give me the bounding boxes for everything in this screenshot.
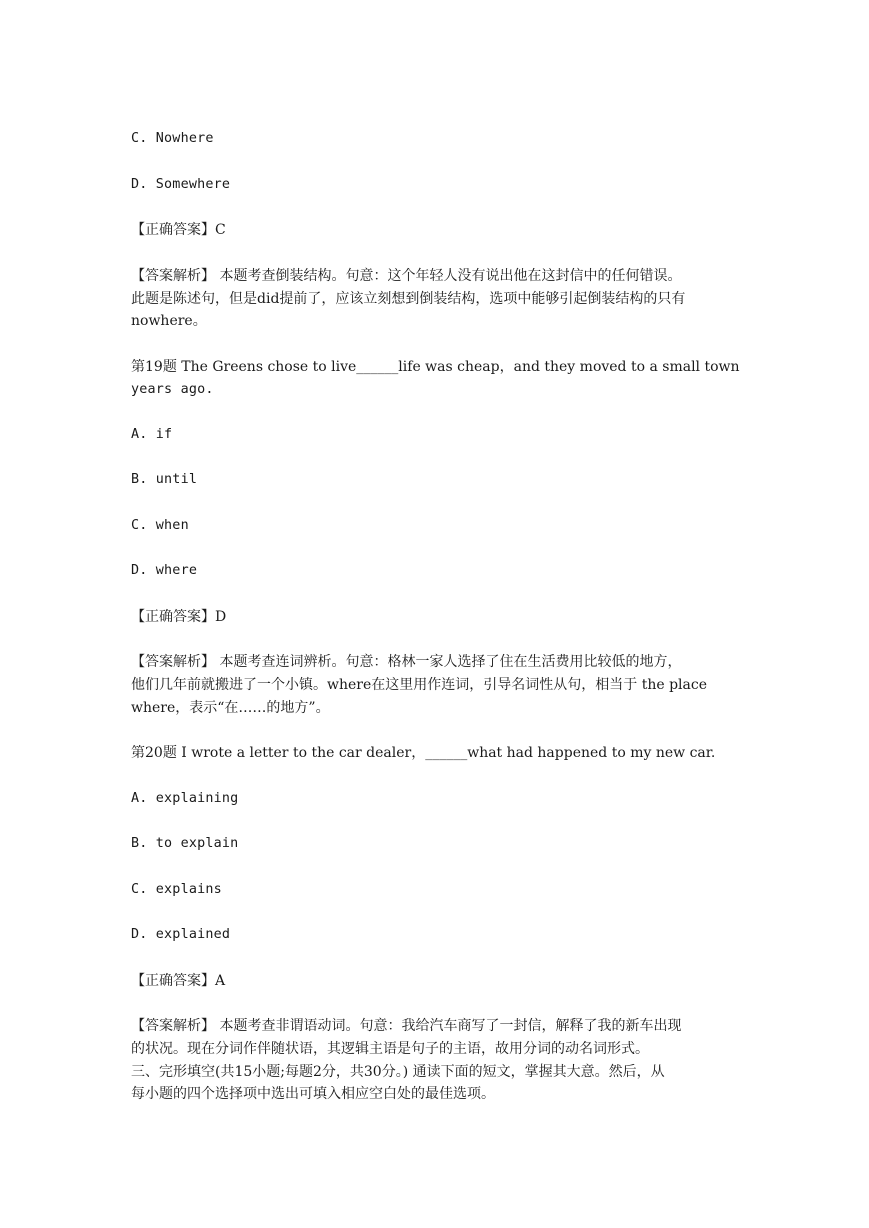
q18-option-d: D. Somewhere — [131, 177, 231, 192]
q20-question: 第20题 I wrote a letter to the car dealer，______what had happened to my new car. — [131, 745, 716, 761]
q19-analysis-line-3: where，表示“在……的地方”。 — [131, 700, 330, 716]
q20-option-b: B. to explain — [131, 836, 239, 851]
q20-analysis-line-1: 【答案解析】 本题考查非谓语动词。句意：我给汽车商写了一封信，解释了我的新车出现 — [131, 1018, 682, 1034]
section3-heading-line-2: 每小题的四个选择项中选出可填入相应空白处的最佳选项。 — [131, 1086, 495, 1102]
q19-question-line-1: 第19题 The Greens chose to live______life was cheap，and they moved to a small town — [131, 359, 740, 375]
q19-option-d: D. where — [131, 563, 198, 578]
q19-option-b: B. until — [131, 472, 198, 487]
q18-analysis-line-3: nowhere。 — [131, 313, 207, 329]
q18-option-c: C. Nowhere — [131, 131, 214, 146]
q18-analysis-line-1: 【答案解析】 本题考查倒装结构。句意：这个年轻人没有说出他在这封信中的任何错误。 — [131, 268, 682, 284]
q18-answer: 【正确答案】C — [131, 222, 226, 238]
q19-option-c: C. when — [131, 518, 189, 533]
q18-analysis-line-2: 此题是陈述句，但是did提前了，应该立刻想到倒装结构，选项中能够引起倒装结构的只有 — [131, 291, 686, 307]
q19-option-a: A. if — [131, 427, 173, 442]
q20-option-a: A. explaining — [131, 791, 239, 806]
q20-analysis-line-2: 的状况。现在分词作伴随状语，其逻辑主语是句子的主语，故用分词的动名词形式。 — [131, 1041, 649, 1057]
q19-analysis-line-2: 他们几年前就搬进了一个小镇。where在这里用作连词，引导名词性从句，相当于 the place — [131, 677, 708, 693]
q20-option-c: C. explains — [131, 882, 222, 897]
q20-option-d: D. explained — [131, 927, 231, 942]
section3-heading-line-1: 三、完形填空(共15小题;每题2分，共30分。) 通读下面的短文，掌握其大意。然后，从 — [131, 1064, 665, 1080]
q20-answer: 【正确答案】A — [131, 973, 226, 989]
q19-analysis-line-1: 【答案解析】 本题考查连词辨析。句意：格林一家人选择了住在生活费用比较低的地方， — [131, 654, 682, 670]
q19-question-line-2: years ago. — [131, 382, 214, 397]
q19-answer: 【正确答案】D — [131, 609, 227, 625]
